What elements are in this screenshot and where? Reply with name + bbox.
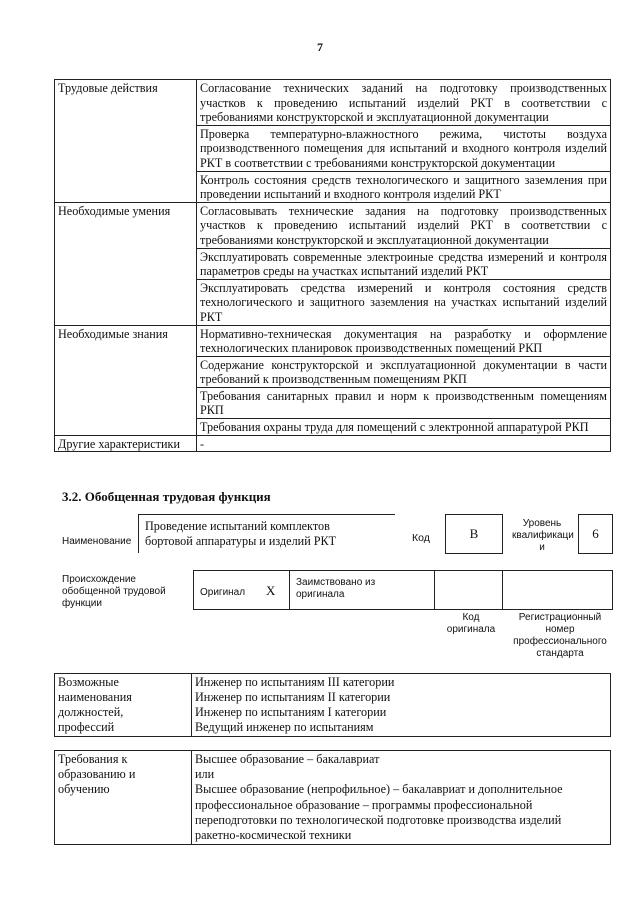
row-label: Необходимые знания (55, 325, 197, 435)
row-label: Трудовые действия (55, 80, 197, 203)
table-row (55, 435, 611, 452)
page-number: 7 (317, 40, 323, 54)
code-value-box (445, 514, 503, 554)
row-item: - (197, 435, 611, 452)
origin-label: Происхождение обобщенной трудовой функции (62, 574, 166, 609)
level-label: Уровень квалификаци и (512, 518, 574, 553)
origin-table (193, 570, 613, 610)
borrowed-label: Заимствовано из оригинала (296, 577, 376, 600)
name-label: Наименование (62, 536, 132, 547)
list-item: Инженер по испытаниям III категории (195, 675, 395, 689)
name-value-line1: Проведение испытаний комплектов (145, 519, 330, 533)
name-value-box (138, 514, 395, 553)
level-value-box (578, 514, 613, 554)
row-item: Эксплуатировать современные электроиные средства измерений и контроля параметров среды на участках испытаний изделий РКТ (197, 248, 611, 279)
table-row (55, 325, 611, 356)
name-value-line2: бортовой аппаратуры и изделий РКТ (145, 534, 337, 548)
table-row (55, 202, 611, 248)
positions-list (192, 674, 611, 737)
reg-number-caption: Регистрационный номер профессионального стандарта (513, 612, 607, 659)
list-item: Ведущий инженер по испытаниям (195, 720, 374, 734)
code-original-caption: Код оригинала (446, 612, 496, 635)
list-item: Инженер по испытаниям II категории (195, 690, 391, 704)
row-item: Согласовывать технические задания на подготовку производственных участков к проведению испытаний изделий РКТ в соответствии с требованиями конструкторской и эксплуатационной документации (197, 202, 611, 248)
original-label: Оригинал (200, 587, 246, 598)
education-requirements: Высшее образование – бакалавриат или Высшее образование (непрофильное) – бакалавриат и дополнительное профессиональное образование – программы профессиональной переподготовки по технологической подготовке производства изделий ракетно-космической техники (192, 751, 611, 845)
row-item: Согласование технических заданий на подготовку производственных участков к проведению испытаний изделий РКТ в соответствии с требованиями конструкторской и эксплуатационной документации (197, 80, 611, 126)
row-item: Проверка температурно-влажностного режима, чистоты воздуха производственного помещения для испытаний и входного контроля изделий РКТ в соответствии с требованиями конструкторской документации (197, 125, 611, 171)
row-label: Другие характеристики (55, 435, 197, 452)
table-row (55, 80, 611, 126)
education-table (54, 750, 611, 845)
row-label: Необходимые умения (55, 202, 197, 325)
level-value: 6 (592, 526, 599, 541)
section-title: 3.2. Обобщенная трудовая функция (62, 489, 271, 504)
row-item: Нормативно-техническая документация на разработку и оформление технологических планировок производственных помещений РКП (197, 325, 611, 356)
code-label: Код (412, 532, 430, 544)
positions-label: Возможные наименования должностей, профессий (55, 674, 192, 737)
row-item: Содержание конструкторской и эксплуатационной документации в части требований к производственным помещениям РКП (197, 356, 611, 387)
row-item: Эксплуатировать средства измерений и контроля состояния средств технологического и защитного заземления на участках испытаний изделий РКТ (197, 279, 611, 325)
list-item: Инженер по испытаниям I категории (195, 705, 387, 719)
labor-functions-table (54, 79, 611, 452)
education-label: Требования к образованию и обучению (55, 751, 192, 845)
row-item: Требования охраны труда для помещений с электронной аппаратурой РКП (197, 419, 611, 436)
row-item: Контроль состояния средств технологического и защитного заземления при проведении испытаний и входного контроля изделий РКТ (197, 171, 611, 202)
row-item: Требования санитарных правил и норм к производственным помещениям РКП (197, 387, 611, 418)
positions-table (54, 673, 611, 737)
code-value: B (469, 526, 479, 541)
original-mark: X (266, 583, 276, 598)
